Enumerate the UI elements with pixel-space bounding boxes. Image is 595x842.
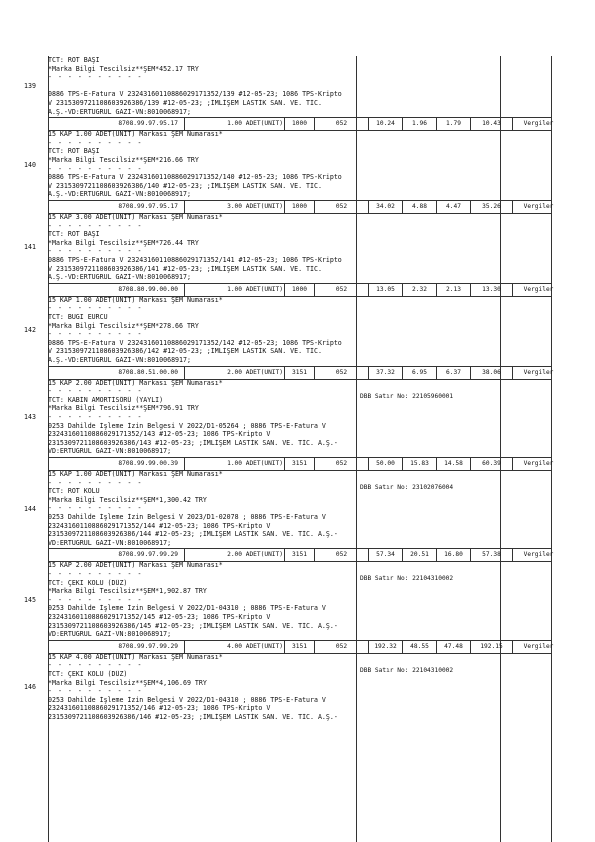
item-number: 145 [24, 596, 36, 605]
entry-line: 23243160110886029171352/143 #12-05-23; 1086 TPS-Kripto V [48, 430, 271, 439]
summary-n3: 14.58 [436, 458, 470, 470]
entry-line: TCT: ROT BAŞI [48, 56, 100, 64]
entry-line: - - - - - - - - - - [48, 387, 143, 396]
summary-n4: 38.06 [470, 367, 512, 379]
entry-line: TCT: ÇEKI KOLU (DÜZ) [48, 578, 128, 587]
entry-line: TCT: ÇEKI KOLU (DÜZ) [48, 669, 128, 678]
entry-line: - - - - - - - - - - [48, 504, 143, 513]
summary-n3: 16.80 [436, 549, 470, 561]
right-rule [551, 56, 552, 842]
entry-line: 0886 TPS-E-Fatura V 23243160110886029171352/141 #12-05-23; 1086 TPS-Kripto [48, 255, 342, 264]
entry-line: - - - - - - - - - - [48, 687, 143, 696]
item-summary-row [48, 283, 552, 297]
entry-line: V 2315309721108603926386/139 #12-05-23; ;İMLİŞEM LASTİK SAN. VE. TİC. [48, 98, 322, 107]
summary-n2: 1.96 [402, 118, 436, 130]
summary-pct: 052 [314, 118, 368, 130]
summary-code: 8708.99.97.95.17 [118, 120, 178, 128]
summary-n3: 2.13 [436, 284, 470, 296]
entry-line: TCT: ROT BAŞI [48, 230, 100, 239]
summary-n3: 1.79 [436, 118, 470, 130]
middle-rule [356, 56, 357, 842]
item-summary-row [48, 117, 552, 131]
summary-n2: 6.95 [402, 367, 436, 379]
item-summary-row [48, 200, 552, 214]
summary-pct: 052 [314, 549, 368, 561]
summary-pct: 052 [314, 284, 368, 296]
entry-line: - - - - - - - - - - [48, 164, 143, 173]
entry-block [48, 296, 356, 365]
entry-line: 15 KAP 4.00 ADET(UNIT) Markası ŞEM Numarası* [48, 652, 223, 661]
summary-n1: 34.02 [368, 201, 402, 213]
summary-n1: 192.32 [368, 641, 402, 653]
summary-n1: 10.24 [368, 118, 402, 130]
entry-line: 0253 Dahilde İşleme İzin Belgesi V 2023/D1-02078 ; 0886 TPS-E-Fatura V [48, 512, 326, 521]
entry-line: 0253 Dahilde İşleme İzin Belgesi V 2022/D1-04310 ; 0886 TPS-E-Fatura V [48, 604, 326, 613]
tax-rule [500, 56, 501, 842]
entry-line: 0886 TPS-E-Fatura V 23243160110886029171352/140 #12-05-23; 1086 TPS-Kripto [48, 173, 342, 182]
item-number: 142 [24, 326, 36, 335]
entry-block [48, 379, 356, 456]
entry-line: - - - - - - - - - - [48, 478, 143, 487]
item-number: 143 [24, 413, 36, 422]
entry-line: 2315309721108603926386/144 #12-05-23; ;İMLİŞEM LASTİK SAN. VE. TİC. A.Ş.- [48, 530, 338, 539]
summary-op: 1000 [284, 201, 314, 213]
entry-block [48, 56, 356, 116]
summary-qty: 1.00 ADET(UNIT) [184, 284, 284, 296]
summary-n2: 20.51 [402, 549, 436, 561]
dbb-line-number: DBB Satır No: 22105960001 [360, 392, 454, 400]
dbb-line-number: DBB Satır No: 23102076004 [360, 484, 454, 491]
entry-line: - - - - - - - - - - [48, 569, 143, 578]
item-number: 139 [24, 82, 36, 91]
entry-line: V 2315309721108603926386/142 #12-05-23; ;İMLİŞEM LASTİK SAN. VE. TİC. [48, 347, 322, 356]
summary-tax: Vergiler [512, 549, 564, 561]
entry-line: *Marka Bilgi Tescilsiz**ŞEM*278.66 TRY [48, 321, 199, 330]
entry-line: *Marka Bilgi Tescilsiz**ŞEM*4,106.69 TRY [48, 678, 207, 687]
summary-op: 3151 [284, 367, 314, 379]
item-number: 144 [24, 504, 36, 513]
entry-line: A.Ş.-VD:ERTUGRUL GAZİ-VN:8010068917; [48, 190, 191, 199]
summary-n1: 50.00 [368, 458, 402, 470]
summary-op: 3151 [284, 458, 314, 470]
entry-line: 23243160110886029171352/145 #12-05-23; 1086 TPS-Kripto V [48, 612, 271, 621]
summary-n3: 4.47 [436, 201, 470, 213]
summary-code: 8708.99.99.00.39 [118, 460, 178, 467]
entry-line: *Marka Bilgi Tescilsiz**ŞEM*452.17 TRY [48, 64, 199, 73]
summary-n3: 47.48 [436, 641, 470, 653]
summary-code: 8708.99.97.95.17 [118, 203, 178, 210]
entry-line: 15 KAP 1.00 ADET(UNIT) Markası ŞEM Numarası* [48, 470, 223, 478]
item-number: 140 [24, 160, 36, 169]
summary-tax: Vergiler [512, 641, 564, 653]
summary-n4: 35.26 [470, 201, 512, 213]
declaration-sheet [24, 56, 554, 842]
entry-line: 15 KAP 1.00 ADET(UNIT) Markası ŞEM Numarası* [48, 295, 223, 304]
summary-qty: 4.00 ADET(UNIT) [184, 641, 284, 653]
entry-line: *Marka Bilgi Tescilsiz**ŞEM*1,300.42 TRY [48, 495, 207, 504]
entry-line: *Marka Bilgi Tescilsiz**ŞEM*796.91 TRY [48, 404, 199, 413]
entry-line [48, 82, 356, 91]
summary-op: 1000 [284, 118, 314, 130]
entry-line: 23243160110886029171352/144 #12-05-23; 1086 TPS-Kripto V [48, 521, 271, 530]
entry-block [48, 130, 356, 199]
entry-line: VD:ERTUGRUL GAZİ-VN:8010068917; [48, 630, 172, 639]
summary-n4: 13.30 [470, 284, 512, 296]
summary-n1: 37.32 [368, 367, 402, 379]
summary-pct: 052 [314, 641, 368, 653]
summary-qty: 1.00 ADET(UNIT) [184, 118, 284, 130]
entry-line: 2315309721108603926386/143 #12-05-23; ;İMLİŞEM LASTİK SAN. VE. TİC. A.Ş.- [48, 438, 338, 447]
summary-op: 1000 [284, 284, 314, 296]
summary-tax: Vergiler [512, 201, 564, 213]
entry-line: 15 KAP 2.00 ADET(UNIT) Markası ŞEM Numarası* [48, 561, 223, 570]
summary-pct: 052 [314, 201, 368, 213]
entry-line: 2315309721108603926386/146 #12-05-23; ;İMLİŞEM LASTİK SAN. VE. TİC. A.Ş.- [48, 712, 338, 721]
entry-line: - - - - - - - - - - [48, 661, 143, 670]
entry-line: 15 KAP 3.00 ADET(UNIT) Markası ŞEM Numarası* [48, 213, 223, 221]
summary-n2: 48.55 [402, 641, 436, 653]
entry-line: 0886 TPS-E-Fatura V 23243160110886029171352/142 #12-05-23; 1086 TPS-Kripto [48, 338, 342, 347]
summary-n2: 15.83 [402, 458, 436, 470]
summary-code: 8708.99.97.99.29 [118, 642, 178, 650]
entry-line: - - - - - - - - - - [48, 412, 143, 421]
entry-line: - - - - - - - - - - [48, 138, 143, 147]
entry-line: *Marka Bilgi Tescilsiz**ŞEM*216.66 TRY [48, 155, 199, 164]
entry-line: 0253 Dahilde İşleme İzin Belgesi V 2022/D1-04310 ; 0886 TPS-E-Fatura V [48, 695, 326, 704]
entry-line: - - - - - - - - - - [48, 304, 143, 313]
summary-code: 8708.80.51.00.00 [118, 368, 178, 376]
summary-n3: 6.37 [436, 367, 470, 379]
summary-tax: Vergiler [512, 458, 564, 470]
entry-line: VD:ERTUGRUL GAZİ-VN:8010068917; [48, 447, 172, 456]
entry-line: - - - - - - - - - - [48, 221, 143, 230]
entry-line: TCT: ROT BAŞI [48, 147, 100, 156]
entry-line: *Marka Bilgi Tescilsiz**ŞEM*1,902.87 TRY [48, 587, 207, 596]
entry-line: TCT: ROT KOLU [48, 487, 100, 496]
summary-n4: 10.43 [470, 118, 512, 130]
summary-n4: 57.38 [470, 549, 512, 561]
entry-block [48, 561, 356, 638]
summary-n4: 192.15 [470, 641, 512, 653]
summary-code: 8708.80.99.00.00 [118, 285, 178, 293]
entry-line: 15 KAP 1.00 ADET(UNIT) Markası ŞEM Numarası* [48, 130, 223, 139]
summary-tax: Vergiler [512, 284, 564, 296]
entry-line: *Marka Bilgi Tescilsiz**ŞEM*726.44 TRY [48, 238, 199, 247]
summary-code: 8708.99.97.99.29 [118, 551, 178, 559]
entry-block [48, 470, 356, 547]
summary-tax: Vergiler [512, 118, 564, 130]
entry-line: A.Ş.-VD:ERTUGRUL GAZİ-VN:8010068917; [48, 273, 191, 282]
summary-pct: 052 [314, 367, 368, 379]
summary-n1: 13.05 [368, 284, 402, 296]
summary-qty: 2.00 ADET(UNIT) [184, 549, 284, 561]
entry-line: TCT: BUGI EURCU [48, 312, 108, 321]
summary-op: 3151 [284, 549, 314, 561]
entry-block [48, 653, 356, 722]
entry-block [48, 213, 356, 282]
summary-n2: 4.88 [402, 201, 436, 213]
entry-line: VD:ERTUGRUL GAZİ-VN:8010068917; [48, 538, 172, 547]
entry-line: 0253 Dahilde İşleme İzin Belgesi V 2022/D1-05264 ; 0886 TPS-E-Fatura V [48, 421, 326, 430]
entry-line: - - - - - - - - - - [48, 595, 143, 604]
entry-line: - - - - - - - - - - [48, 73, 143, 82]
item-summary-row [48, 548, 552, 562]
summary-n2: 2.32 [402, 284, 436, 296]
item-summary-row [48, 366, 552, 380]
entry-line: V 2315309721108603926386/140 #12-05-23; ;İMLİŞEM LASTİK SAN. VE. TİC. [48, 181, 322, 190]
entry-line: - - - - - - - - - - [48, 330, 143, 339]
entry-line: 2315309721108603926386/145 #12-05-23; ;İMLİŞEM LASTİK SAN. VE. TİC. A.Ş.- [48, 621, 338, 630]
summary-tax: Vergiler [512, 367, 564, 379]
item-summary-row [48, 640, 552, 654]
entry-line: 0886 TPS-E-Fatura V 23243160110886029171352/139 #12-05-23; 1086 TPS-Kripto [48, 90, 342, 99]
summary-qty: 1.00 ADET(UNIT) [184, 458, 284, 470]
summary-n1: 57.34 [368, 549, 402, 561]
summary-n4: 60.39 [470, 458, 512, 470]
entry-line: V 2315309721108603926386/141 #12-05-23; ;İMLİŞEM LASTİK SAN. VE. TİC. [48, 264, 322, 273]
dbb-line-number: DBB Satır No: 22104310002 [360, 666, 454, 674]
summary-op: 3151 [284, 641, 314, 653]
entry-line: 23243160110886029171352/146 #12-05-23; 1086 TPS-Kripto V [48, 704, 271, 713]
item-number: 146 [24, 683, 36, 692]
dbb-line-number: DBB Satır No: 22104310002 [360, 575, 454, 583]
summary-pct: 052 [314, 458, 368, 470]
summary-qty: 3.00 ADET(UNIT) [184, 201, 284, 213]
item-summary-row [48, 457, 552, 471]
entry-line: A.Ş.-VD:ERTUGRUL GAZİ-VN:8010068917; [48, 355, 191, 364]
summary-qty: 2.00 ADET(UNIT) [184, 367, 284, 379]
entry-line: 15 KAP 2.00 ADET(UNIT) Markası ŞEM Numarası* [48, 378, 223, 387]
entry-line: TCT: KABİN AMORTİSÖRÜ (YAYLI) [48, 395, 164, 404]
entry-line: - - - - - - - - - - [48, 247, 143, 256]
item-number: 141 [24, 243, 36, 252]
entry-line: A.Ş.-VD:ERTUGRUL GAZİ-VN:8010068917; [48, 107, 191, 116]
